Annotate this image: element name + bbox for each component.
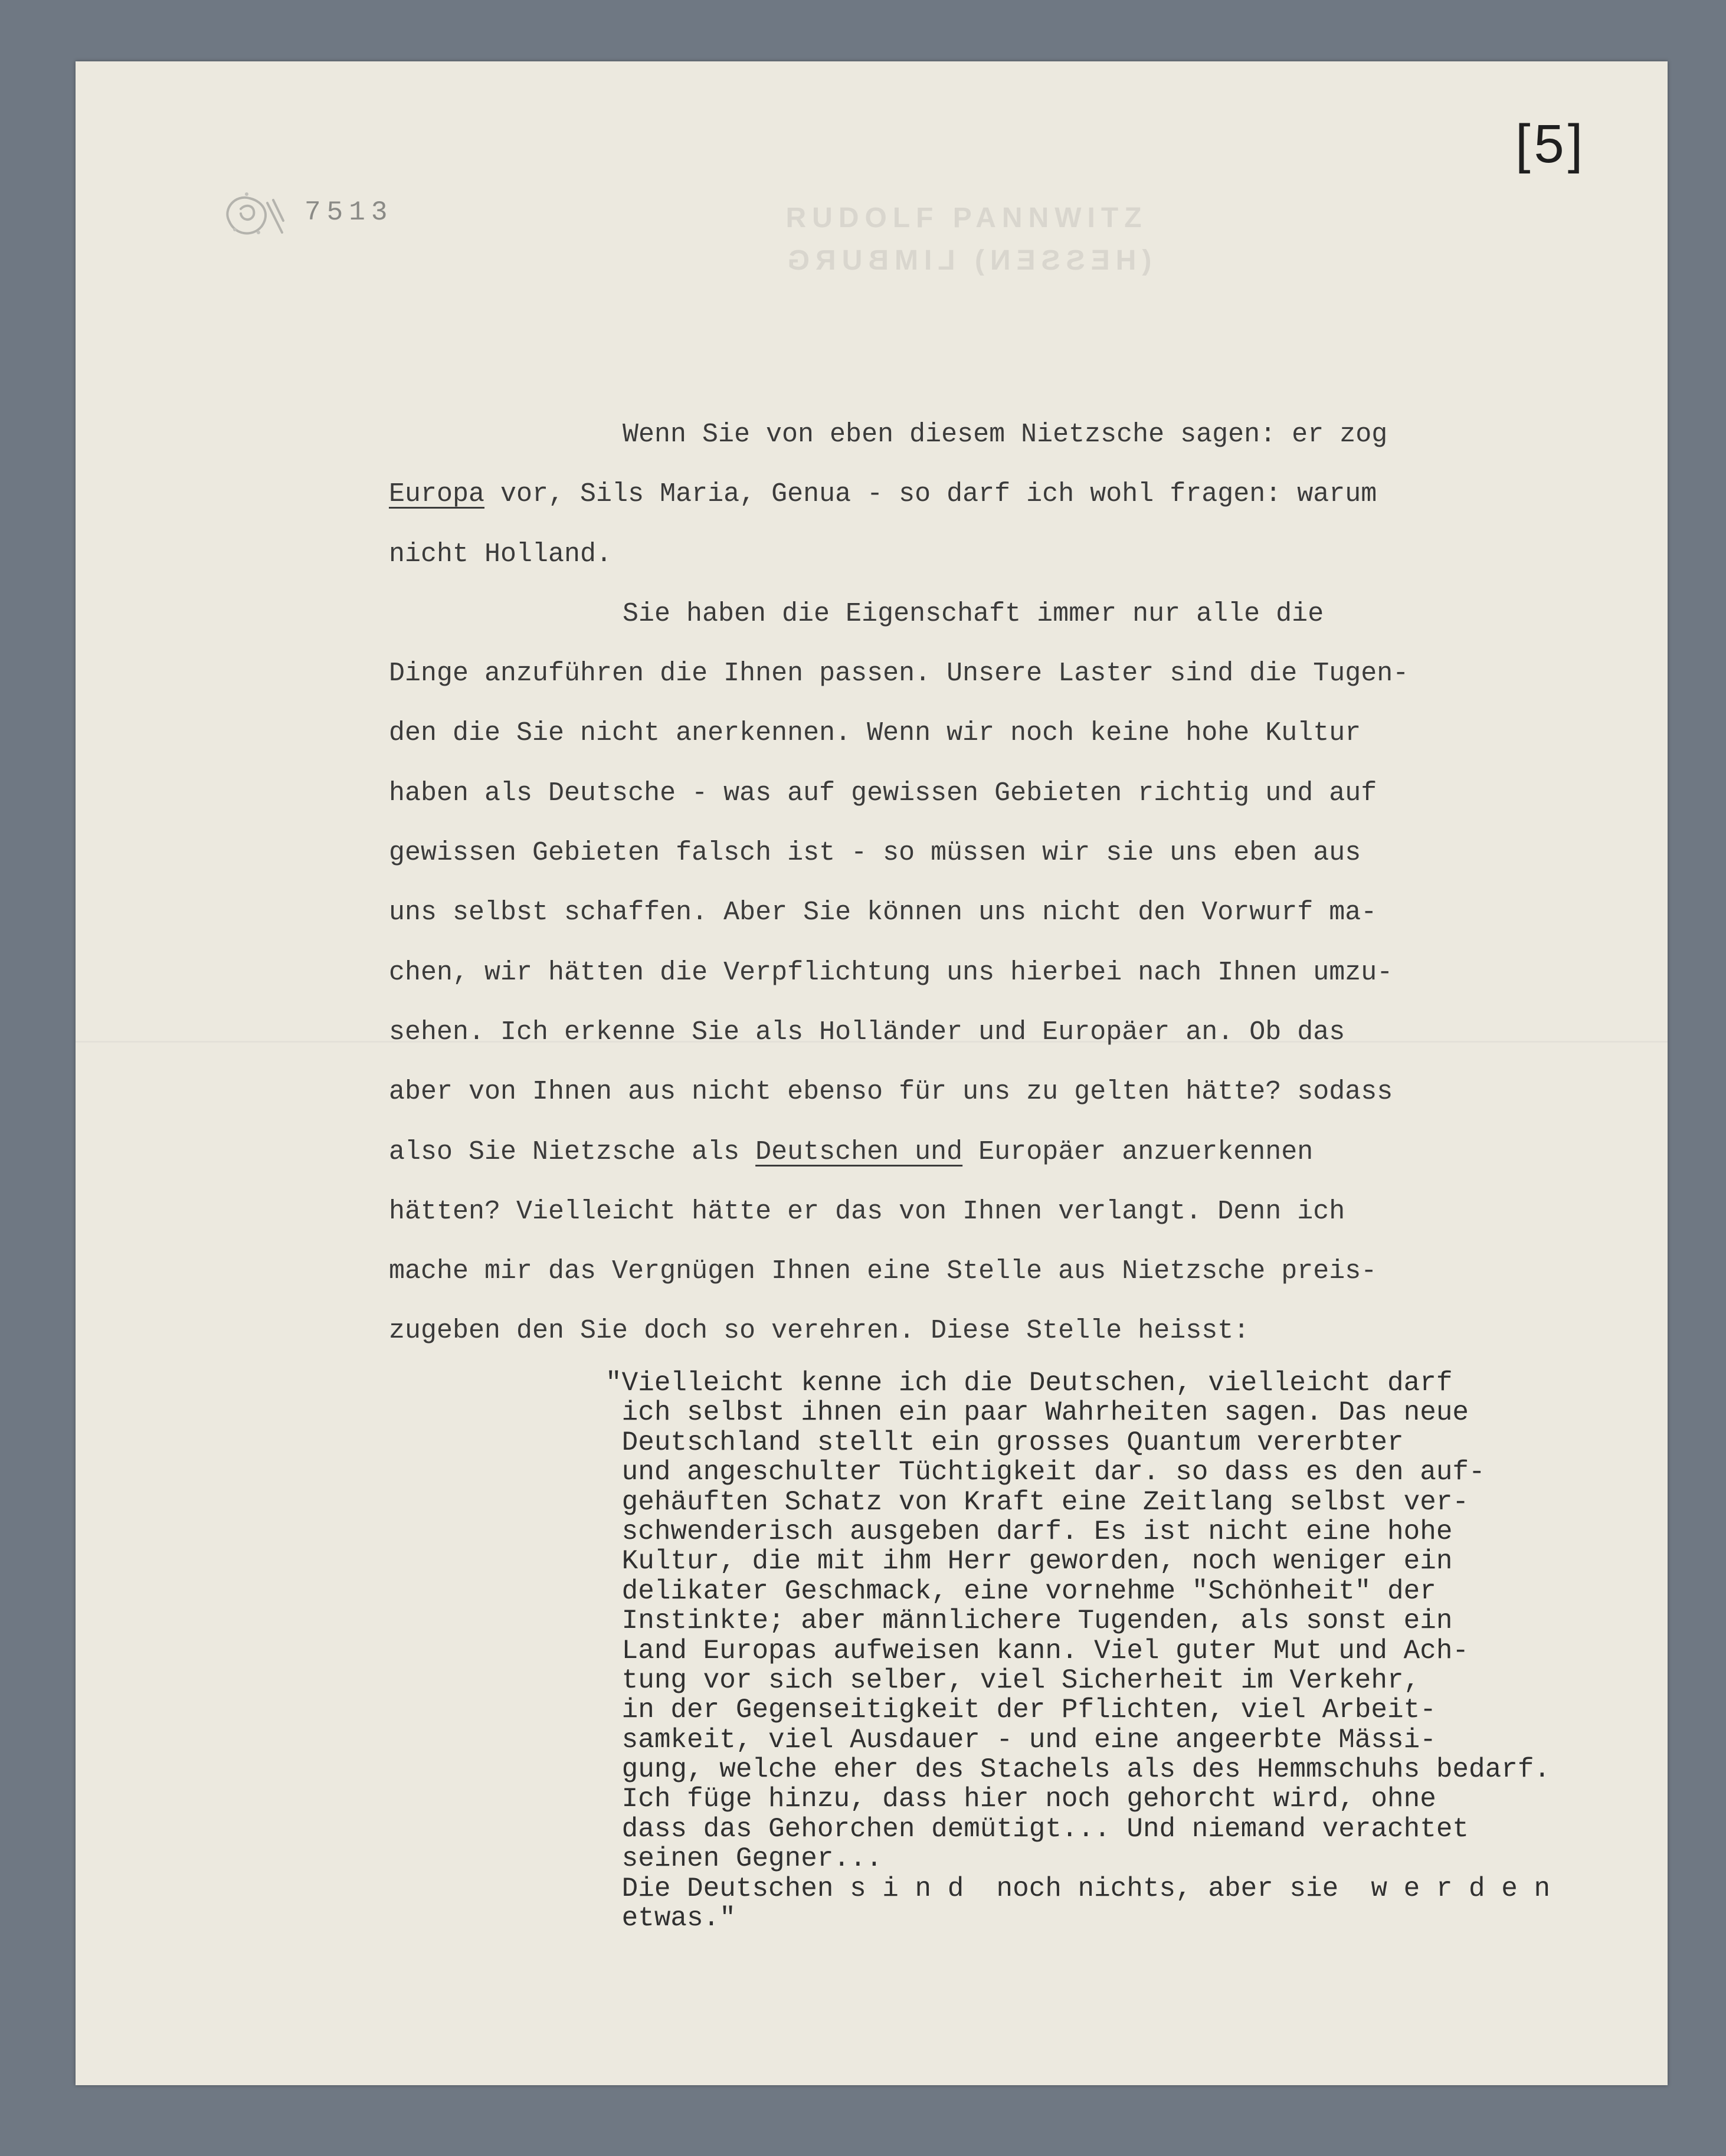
letter-page <box>76 61 1668 2085</box>
quote-line: Kultur, die mit ihm Herr geworden, noch weniger ein <box>605 1546 1453 1577</box>
quote-line: gung, welche eher des Stachels als des Hemmschuhs bedarf. <box>605 1754 1551 1785</box>
body-line <box>389 525 1646 584</box>
quote-line: in der Gegenseitigkeit der Pflichten, viel Arbeit- <box>605 1695 1436 1726</box>
quote-line: Die Deutschen s i n d noch nichts, aber sie w e r d e n <box>605 1873 1551 1904</box>
body-line <box>389 943 1646 1002</box>
quote-line: schwenderisch ausgeben darf. Es ist nicht eine hohe <box>605 1516 1453 1547</box>
underlined-word: Europa <box>389 479 485 510</box>
text-run: vor, Sils Maria, Genua - so darf ich wohl fragen: warum <box>484 479 1377 510</box>
text-run: Dinge anzuführen die Ihnen passen. Unsere Laster sind die Tugen- <box>389 658 1409 689</box>
body-line <box>389 405 1646 464</box>
body-line <box>389 883 1646 942</box>
quote-line: dass das Gehorchen demütigt... Und niemand verachtet <box>605 1813 1469 1844</box>
body-line <box>389 1182 1646 1241</box>
quote-line: "Vielleicht kenne ich die Deutschen, vielleicht darf <box>605 1368 1453 1398</box>
body-line <box>389 703 1646 763</box>
letterhead-line-1: RUDOLF PANNWITZ <box>785 202 1148 234</box>
body-line <box>389 584 1646 644</box>
letter-body <box>389 405 1646 1361</box>
body-line <box>389 823 1646 883</box>
underlined-word: Deutschen und <box>755 1136 963 1167</box>
quote-line: Ich füge hinzu, dass hier noch gehorcht wird, ohne <box>605 1784 1436 1815</box>
body-line <box>389 644 1646 703</box>
text-run: Sie haben die Eigenschaft immer nur alle die <box>623 598 1324 629</box>
quote-line: gehäuften Schatz von Kraft eine Zeitlang selbst ver- <box>605 1486 1469 1518</box>
text-run: den die Sie nicht anerkennen. Wenn wir noch keine hohe Kultur <box>389 718 1361 749</box>
page-number-marker: [5] <box>1515 114 1587 174</box>
body-line <box>389 1241 1646 1301</box>
body-line <box>389 1301 1646 1361</box>
letterhead-line-2: (HESSEN) LIMBURG <box>781 245 1152 276</box>
text-run: aber von Ihnen aus nicht ebenso für uns zu gelten hätte? sodass <box>389 1077 1393 1108</box>
quote-line: Deutschland stellt ein grosses Quantum vererbter <box>605 1427 1404 1458</box>
quote-line: Land Europas aufweisen kann. Viel guter Mut und Ach- <box>605 1635 1469 1666</box>
body-line <box>389 464 1646 524</box>
archive-number: 7513 <box>304 197 394 228</box>
quote-line: tung vor sich selber, viel Sicherheit im Verkehr, <box>605 1664 1420 1696</box>
body-line <box>389 1002 1646 1062</box>
body-line <box>389 1062 1646 1122</box>
quote-line: Instinkte; aber männlichere Tugenden, als sonst ein <box>605 1605 1453 1637</box>
nietzsche-quotation <box>605 1368 1668 1933</box>
quote-line: etwas." <box>605 1903 736 1934</box>
text-run: chen, wir hätten die Verpflichtung uns hierbei nach Ihnen umzu- <box>389 957 1393 988</box>
text-run: uns selbst schaffen. Aber Sie können uns nicht den Vorwurf ma- <box>389 897 1377 928</box>
quote-line: und angeschulter Tüchtigkeit dar. so dass es den auf- <box>605 1457 1485 1488</box>
quote-line: seinen Gegner... <box>605 1843 883 1875</box>
archive-stamp-icon <box>217 185 288 244</box>
faded-letterhead <box>713 197 1220 282</box>
text-run: zugeben den Sie doch so verehren. Diese Stelle heisst: <box>389 1316 1250 1346</box>
text-run: also Sie Nietzsche als <box>389 1136 756 1167</box>
quote-line: ich selbst ihnen ein paar Wahrheiten sagen. Das neue <box>605 1397 1469 1428</box>
text-run: hätten? Vielleicht hätte er das von Ihnen verlangt. Denn ich <box>389 1196 1345 1227</box>
text-run: Europäer anzuerkennen <box>962 1136 1314 1167</box>
text-run: sehen. Ich erkenne Sie als Holländer und Europäer an. Ob das <box>389 1017 1345 1047</box>
body-line <box>389 1122 1646 1182</box>
quote-line: samkeit, viel Ausdauer - und eine angeerbte Mässi- <box>605 1724 1436 1755</box>
quote-line: delikater Geschmack, eine vornehme "Schönheit" der <box>605 1575 1436 1607</box>
text-run: Wenn Sie von eben diesem Nietzsche sagen: er zog <box>623 420 1388 450</box>
body-line <box>389 764 1646 823</box>
text-run: gewissen Gebieten falsch ist - so müssen wir sie uns eben aus <box>389 838 1361 869</box>
text-run: haben als Deutsche - was auf gewissen Gebieten richtig und auf <box>389 778 1377 808</box>
text-run: mache mir das Vergnügen Ihnen eine Stelle aus Nietzsche preis- <box>389 1256 1377 1287</box>
text-run: nicht Holland. <box>389 539 613 569</box>
